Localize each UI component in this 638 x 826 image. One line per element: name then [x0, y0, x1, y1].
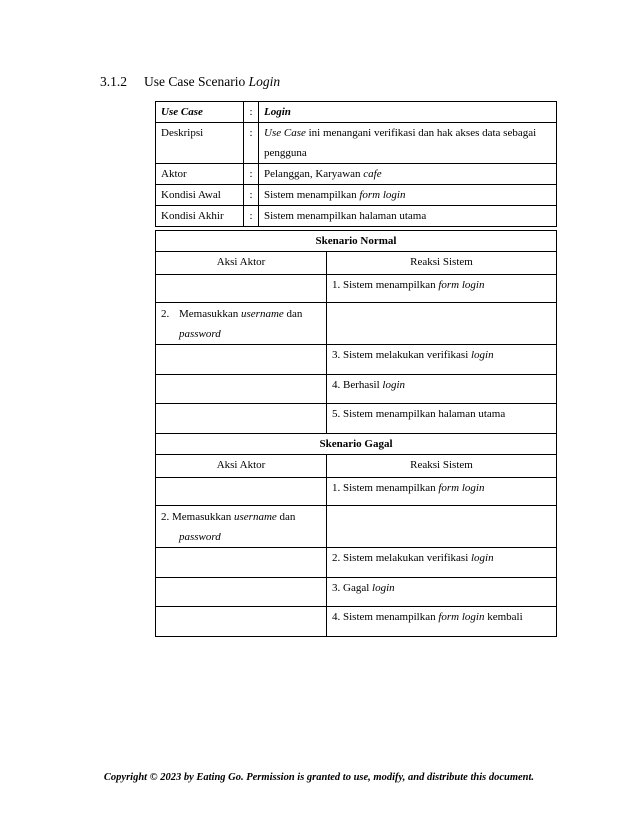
gagal-r3-text: 2. Sistem melakukan verifikasi [332, 552, 471, 564]
table-row [156, 434, 557, 455]
table-row [156, 303, 557, 345]
gagal-r5-tail: kembali [484, 611, 523, 623]
normal-r2-text: Memasukkan [179, 308, 242, 320]
kondisi-awal-text: Sistem menampilkan [264, 189, 360, 201]
gagal-r1-text: 1. Sistem menampilkan [332, 482, 439, 494]
gagal-r1-italic: form login [438, 482, 485, 494]
gagal-scenario-title: Skenario Gagal [156, 434, 557, 455]
normal-r2-actor [156, 303, 327, 345]
deskripsi-text: ini menangani verifikasi dan hak akses data sebagai [305, 127, 537, 139]
aktor-italic: cafe [363, 168, 382, 180]
gagal-r3-system [327, 548, 557, 578]
table-row [156, 375, 557, 404]
table-row [156, 164, 557, 185]
gagal-r5-actor [156, 607, 327, 637]
gagal-r5-text: 4. Sistem menampilkan [332, 611, 439, 623]
gagal-r2-system [327, 506, 557, 548]
normal-actor-header: Aksi Aktor [156, 252, 327, 275]
normal-r2-line2: password [179, 328, 221, 340]
scenario-table [155, 230, 557, 637]
gagal-r2-italic: username [234, 511, 277, 523]
gagal-r2-tail: dan [276, 511, 296, 523]
section-heading [100, 74, 280, 90]
normal-r2-num: 2. [161, 308, 170, 320]
gagal-r4-system [327, 578, 557, 607]
normal-r4-system [327, 375, 557, 404]
gagal-r2-text: 2. Memasukkan [161, 511, 235, 523]
table-row [156, 455, 557, 478]
table-row [156, 123, 557, 164]
colon: : [244, 164, 259, 185]
gagal-r2-actor [156, 506, 327, 548]
gagal-r1-actor [156, 478, 327, 506]
table-row [156, 578, 557, 607]
gagal-r5-italic: form login [438, 611, 485, 623]
gagal-r4-text: 3. Gagal [332, 582, 373, 594]
normal-scenario-title: Skenario Normal [156, 231, 557, 252]
kondisi-awal-italic: form login [359, 189, 406, 201]
normal-r2-system [327, 303, 557, 345]
colon: : [244, 102, 259, 123]
table-row [156, 231, 557, 252]
gagal-r4-actor [156, 578, 327, 607]
colon: : [244, 185, 259, 206]
normal-r2-tail: dan [283, 308, 303, 320]
kondisi-akhir-value: Sistem menampilkan halaman utama [259, 206, 557, 227]
table-row [156, 404, 557, 434]
normal-r1-text: 1. Sistem menampilkan [332, 279, 439, 291]
gagal-r3-italic: login [471, 552, 494, 564]
table-row [156, 548, 557, 578]
gagal-r5-system [327, 607, 557, 637]
use-case-label: Use Case [156, 102, 244, 123]
normal-r1-system [327, 275, 557, 303]
normal-r4-text: 4. Berhasil [332, 379, 383, 391]
gagal-r2-line2: password [179, 531, 221, 543]
gagal-actor-header: Aksi Aktor [156, 455, 327, 478]
table-row [156, 345, 557, 375]
colon: : [244, 206, 259, 227]
table-row [156, 275, 557, 303]
table-row [156, 506, 557, 548]
normal-r1-actor [156, 275, 327, 303]
gagal-system-header: Reaksi Sistem [327, 455, 557, 478]
normal-r5-actor [156, 404, 327, 434]
normal-r3-italic: login [471, 349, 494, 361]
aktor-value [259, 164, 557, 185]
deskripsi-italic: Use Case [264, 127, 306, 139]
normal-r4-italic: login [382, 379, 406, 391]
section-number: 3.1.2 [100, 74, 127, 89]
normal-r3-system [327, 345, 557, 375]
table-row [156, 206, 557, 227]
deskripsi-value [259, 123, 557, 164]
kondisi-awal-value [259, 185, 557, 206]
deskripsi-label: Deskripsi [156, 123, 244, 164]
table-row [156, 252, 557, 275]
normal-r2-italic: username [241, 308, 284, 320]
colon: : [244, 123, 259, 164]
normal-system-header: Reaksi Sistem [327, 252, 557, 275]
gagal-r4-italic: login [372, 582, 395, 594]
deskripsi-line2: pengguna [264, 147, 307, 159]
table-row [156, 478, 557, 506]
normal-r3-text: 3. Sistem melakukan verifikasi [332, 349, 471, 361]
kondisi-akhir-label: Kondisi Akhir [156, 206, 244, 227]
section-title-italic: Login [248, 74, 281, 89]
kondisi-awal-label: Kondisi Awal [156, 185, 244, 206]
table-row [156, 102, 557, 123]
aktor-label: Aktor [156, 164, 244, 185]
normal-r5-system: 5. Sistem menampilkan halaman utama [327, 404, 557, 434]
copyright-footer: Copyright © 2023 by Eating Go. Permission is granted to use, modify, and distribute this document. [103, 772, 535, 783]
normal-r3-actor [156, 345, 327, 375]
table-row [156, 607, 557, 637]
aktor-text: Pelanggan, Karyawan [264, 168, 364, 180]
gagal-r1-system [327, 478, 557, 506]
use-case-info-table [155, 101, 557, 227]
table-row [156, 185, 557, 206]
use-case-value: Login [259, 102, 557, 123]
section-title: Use Case Scenario [144, 74, 249, 89]
normal-r4-actor [156, 375, 327, 404]
gagal-r3-actor [156, 548, 327, 578]
normal-r1-italic: form login [438, 279, 485, 291]
